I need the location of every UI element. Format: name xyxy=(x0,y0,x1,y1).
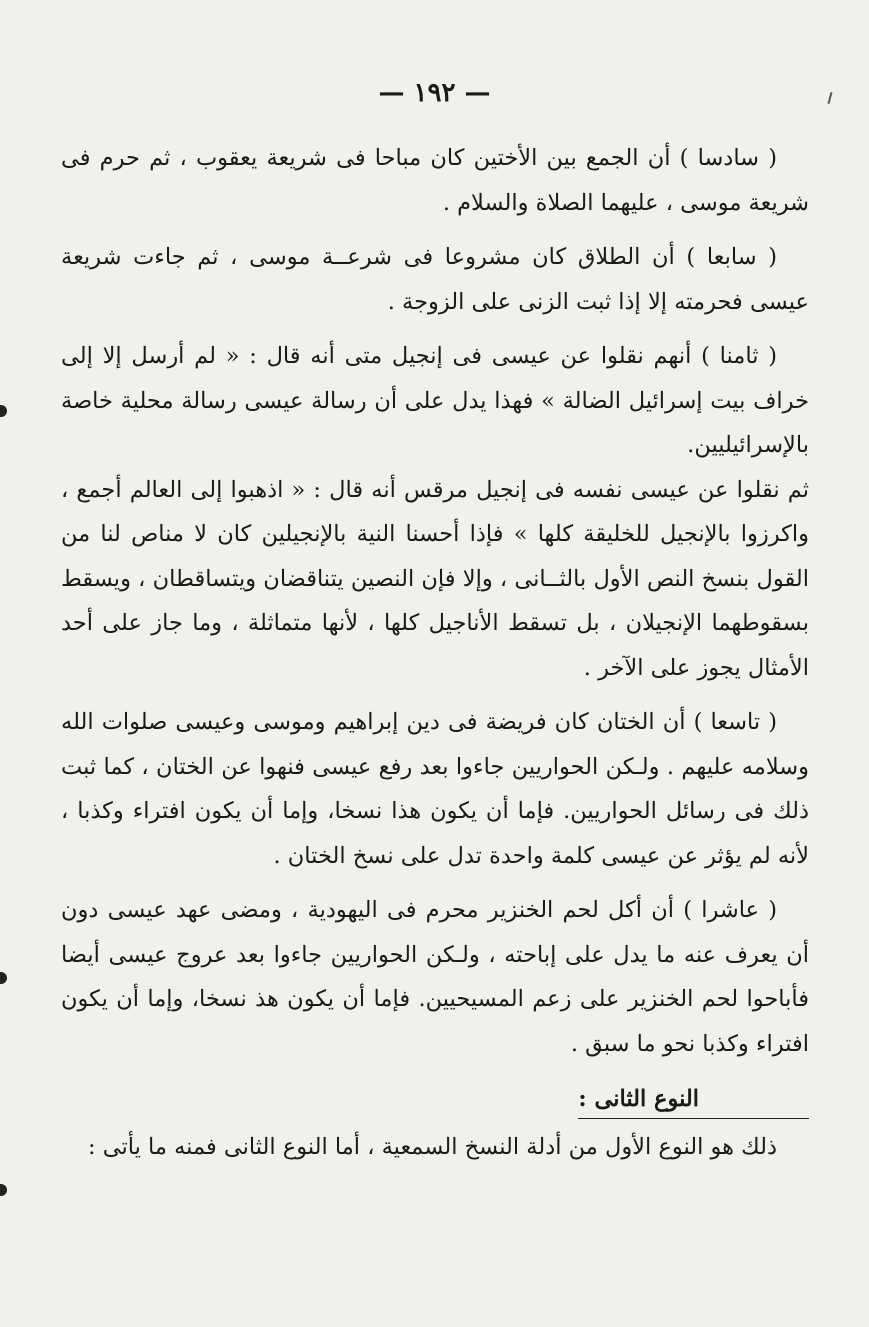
binding-mark xyxy=(0,405,7,417)
section-heading: النوع الثانى : xyxy=(578,1080,809,1119)
paragraph-tenth: ( عاشرا ) أن أكل لحم الخنزير محرم فى اليهودية ، ومضى عهد عيسى دون أن يعرف عنه ما يدل على إباحته ، ولـكن الحواريين جاءوا بعد عروج عيسى أيضا فأباحوا لحم الخنزير على زعم المسيحيين. فإما أن يكون هذ نسخا، وإما أن يكون افتراء وكذبا نحو ما سبق . xyxy=(61,897,809,1057)
paragraph-eighth-continued: ثم نقلوا عن عيسى نفسه فى إنجيل مرقس أنه قال : « اذهبوا إلى العالم أجمع ، واكرزوا بالإنجيل للخليقة كلها » فإذا أحسنا النية بالإنجيلين كان لا مناص لنا من القول بنسخ النص الأول بالثــانى ، وإلا فإن النصين يتناقضان ويتساقطان ، ويسقط بسقوطهما الإنجيلان ، بل تسقط الأناجيل كلها ، لأنها متماثلة ، وما جاز على أحد الأمثال يجوز على الآخر . xyxy=(61,476,809,681)
paragraph-ninth: ( تاسعا ) أن الختان كان فريضة فى دين إبراهيم وموسى وعيسى صلوات الله وسلامه عليهم . ولـكن الحواريين جاءوا بعد رفع عيسى فنهوا عن الختان ، كما ثبت ذلك فى رسائل الحواريين. فإما أن يكون هذا نسخا، وإما أن يكون افتراء وكذبا ، لأنه لم يؤثر عن عيسى كلمة واحدة تدل على نسخ الختان . xyxy=(61,709,809,869)
paragraph-eighth: ( ثامنا ) أنهم نقلوا عن عيسى فى إنجيل متى أنه قال : « لم أرسل إلا إلى خراف بيت إسرائيل الضالة » فهذا يدل على أن رسالة عيسى رسالة محلية خاصة بالإسرائيليين. xyxy=(61,343,809,458)
paragraph-sixth: ( سادسا ) أن الجمع بين الأختين كان مباحا فى شريعة يعقوب ، ثم حرم فى شريعة موسى ، عليهما الصلاة والسلام . xyxy=(61,145,809,216)
binding-mark xyxy=(0,1184,7,1196)
binding-mark xyxy=(0,972,7,984)
paragraph-seventh: ( سابعا ) أن الطلاق كان مشروعا فى شرعــة موسى ، ثم جاءت شريعة عيسى فحرمته إلا إذا ثبت الزنى على الزوجة . xyxy=(61,244,809,315)
page-number: — ١٩٢ — xyxy=(378,78,491,108)
closing-paragraph: ذلك هو النوع الأول من أدلة النسخ السمعية ، أما النوع الثانى فمنه ما يأتى : xyxy=(88,1134,777,1160)
page-body xyxy=(61,136,809,1180)
